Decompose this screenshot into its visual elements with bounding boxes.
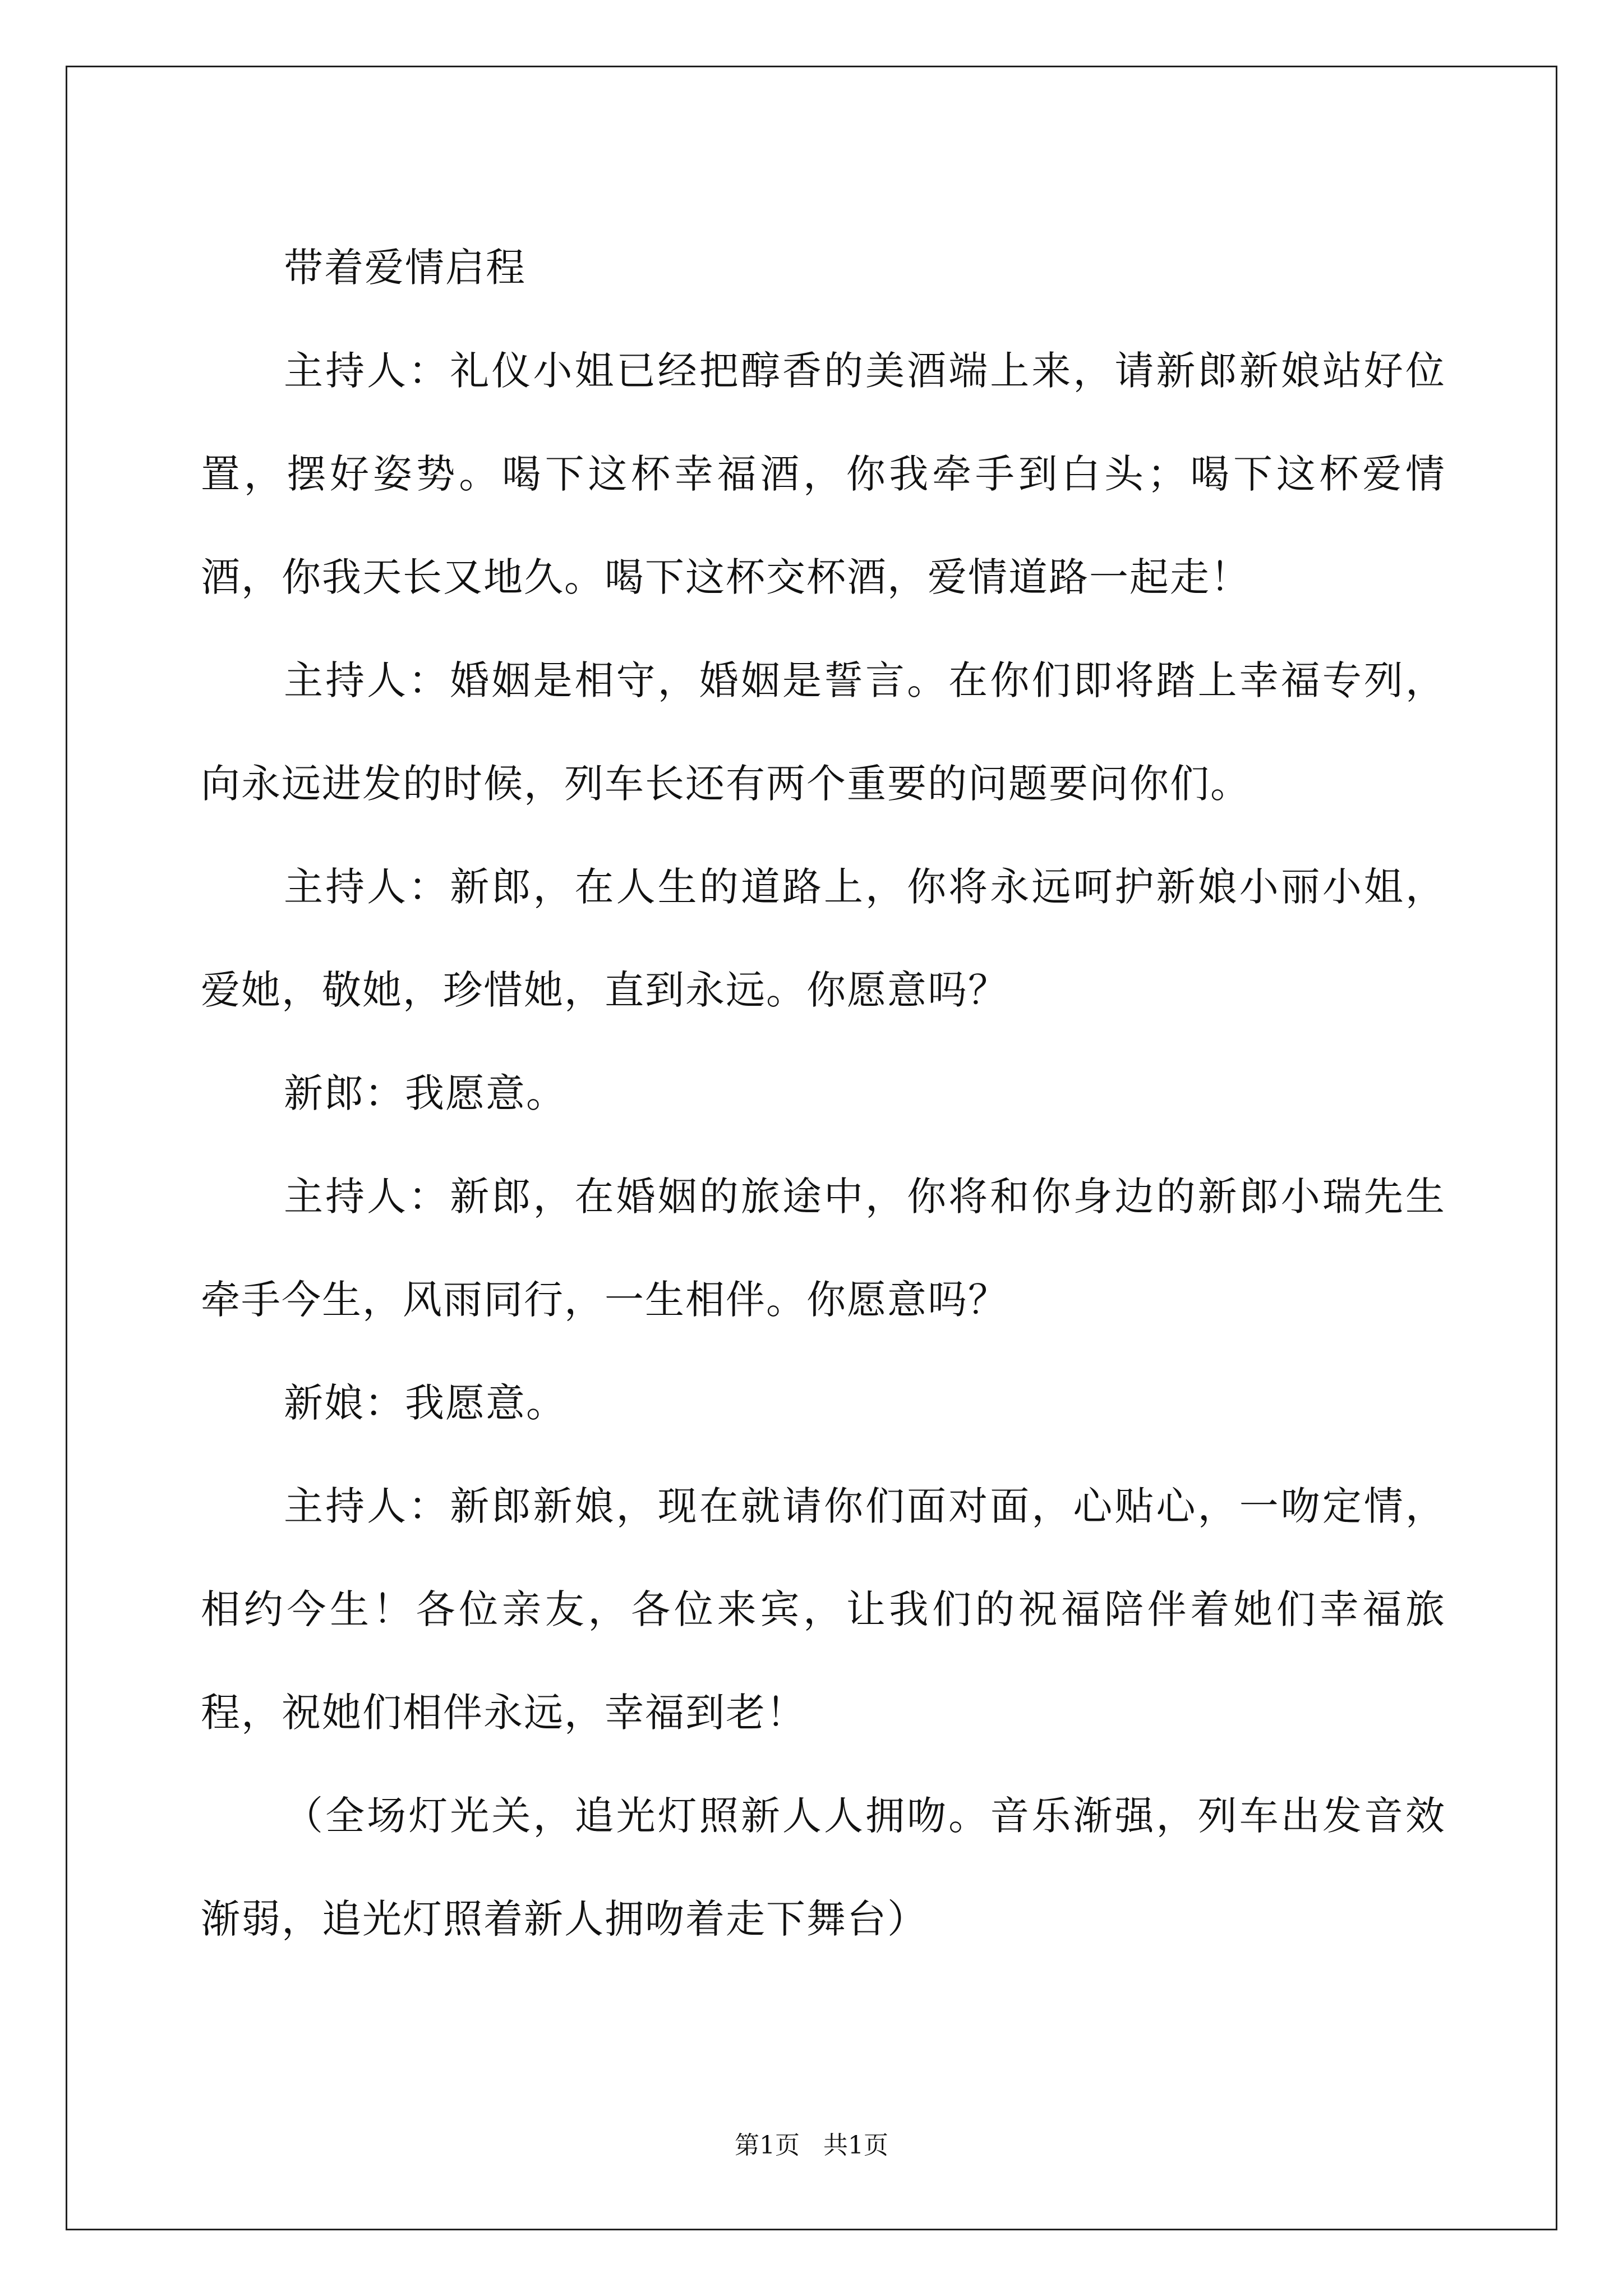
- paragraph: 主持人：新郎新娘，现在就请你们面对面，心贴心，一吻定情，相约今生！各位亲友，各位来宾，让我们的祝福陪伴着她们幸福旅程，祝她们相伴永远，幸福到老！: [201, 1483, 1446, 1736]
- page-number-total: 共1页: [823, 2131, 888, 2160]
- page-footer: [0, 2129, 1623, 2162]
- document-title: 带着爱情启程: [284, 245, 526, 291]
- document-body: [201, 216, 1446, 1971]
- paragraph: 新娘：我愿意。: [284, 1380, 566, 1426]
- paragraph: 主持人：婚姻是相守，婚姻是誓言。在你们即将踏上幸福专列，向永远进发的时候，列车长还有两个重要的问题要问你们。: [201, 657, 1446, 807]
- paragraph: 主持人：礼仪小姐已经把醇香的美酒端上来，请新郎新娘站好位置，摆好姿势。喝下这杯幸福酒，你我牵手到白头；喝下这杯爱情酒，你我天长又地久。喝下这杯交杯酒，爱情道路一起走！: [201, 348, 1446, 600]
- paragraph: 主持人：新郎，在人生的道路上，你将永远呵护新娘小丽小姐，爱她，敬她，珍惜她，直到永远。你愿意吗？: [201, 864, 1446, 1013]
- paragraph: 新郎：我愿意。: [284, 1070, 566, 1116]
- page-number-current: 第1页: [735, 2131, 800, 2160]
- paragraph: （全场灯光关，追光灯照新人人拥吻。音乐渐强，列车出发音效渐弱，追光灯照着新人拥吻着走下舞台）: [201, 1793, 1446, 1942]
- paragraph: 主持人：新郎，在婚姻的旅途中，你将和你身边的新郎小瑞先生牵手今生，风雨同行，一生相伴。你愿意吗？: [201, 1174, 1446, 1323]
